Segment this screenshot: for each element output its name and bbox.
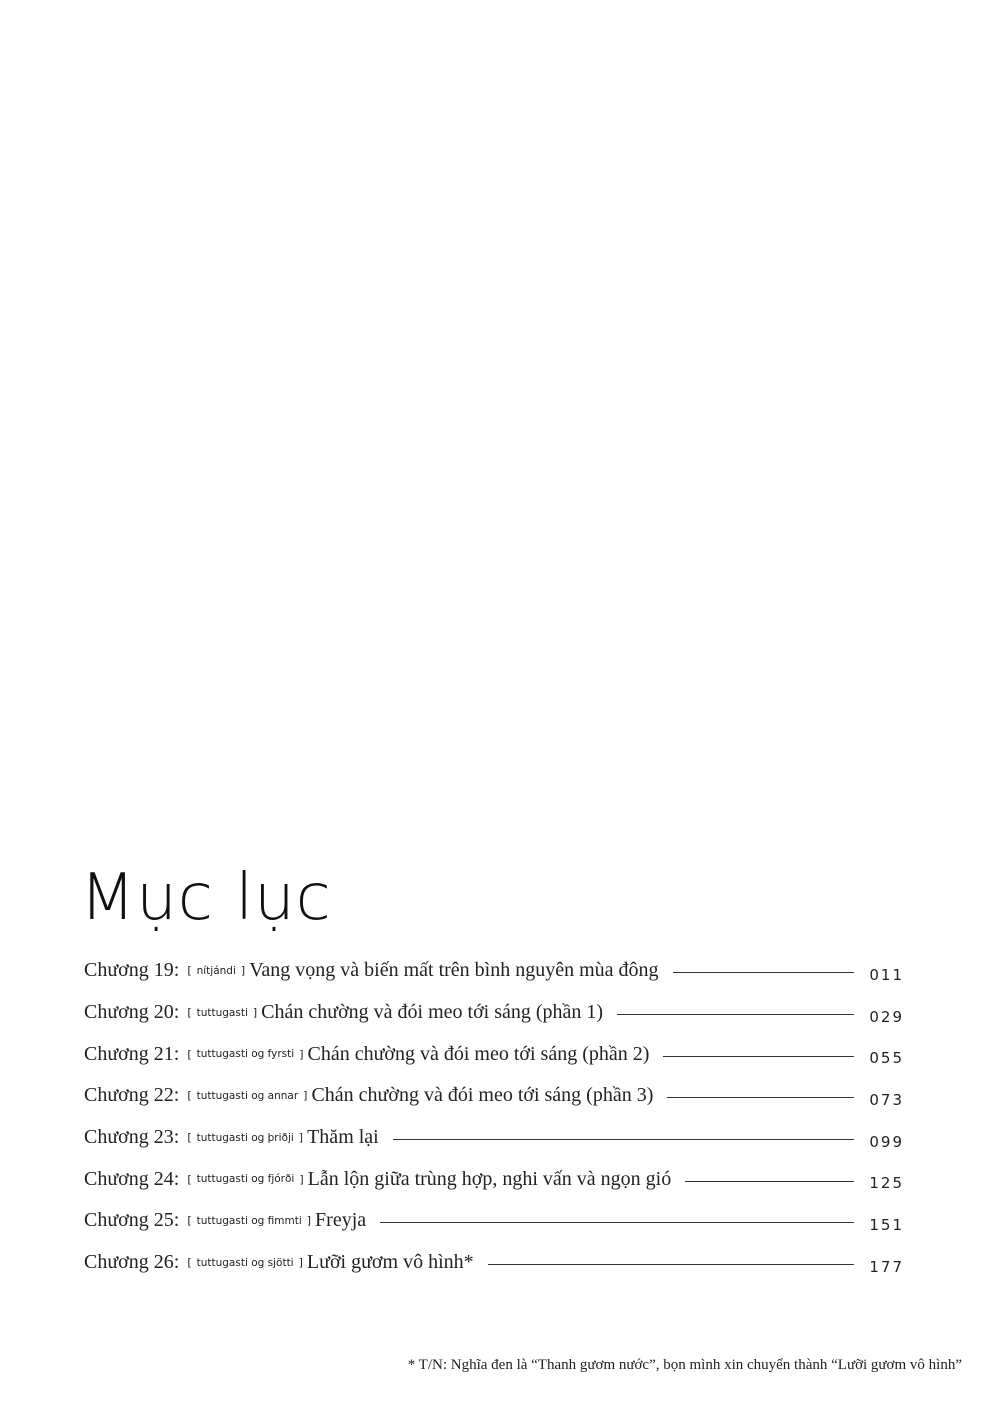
chapter-label: Chương 26:	[84, 1251, 180, 1274]
chapter-number-word	[187, 1173, 303, 1186]
toc-entry	[84, 1117, 904, 1159]
bracket-close: ]	[252, 1006, 258, 1020]
number-word: tuttugasti og annar	[196, 1089, 299, 1102]
toc-entry	[84, 1158, 904, 1200]
leader-line	[667, 1097, 854, 1098]
number-word: nítjándi	[196, 964, 236, 977]
number-word: tuttugasti og sjötti	[196, 1256, 294, 1269]
chapter-number-word	[187, 1214, 311, 1227]
bracket-close: ]	[298, 1256, 303, 1270]
chapter-label: Chương 21:	[84, 1042, 180, 1065]
chapter-number-word	[187, 1089, 307, 1102]
chapter-number-word	[187, 964, 245, 977]
bracket-open: [	[187, 1214, 192, 1228]
leader-line	[685, 1181, 854, 1182]
chapter-label: Chương 24:	[84, 1167, 180, 1190]
number-word: tuttugasti og fjórði	[196, 1173, 295, 1186]
toc-entry	[84, 992, 904, 1034]
toc-entry	[84, 1200, 904, 1242]
chapter-label: Chương 25:	[84, 1209, 180, 1232]
chapter-title: Lẫn lộn giữa trùng hợp, nghi vấn và ngọn gió	[307, 1167, 672, 1190]
page-number: 055	[869, 1049, 904, 1068]
bracket-close: ]	[298, 1131, 304, 1145]
toc-list	[84, 950, 904, 1284]
bracket-open: [	[187, 1006, 192, 1020]
number-word: tuttugasti og fyrsti	[196, 1048, 295, 1061]
toc-entry	[84, 950, 904, 992]
toc-entry	[84, 1075, 904, 1117]
chapter-title: Thăm lại	[307, 1126, 379, 1149]
bracket-close: ]	[299, 1172, 304, 1186]
page-number: 011	[869, 965, 904, 984]
leader-line	[393, 1139, 854, 1140]
bracket-close: ]	[306, 1214, 312, 1228]
chapter-number-word	[187, 1131, 303, 1144]
number-word: tuttugasti og þriðji	[196, 1131, 294, 1144]
bracket-open: [	[187, 1089, 192, 1103]
chapter-number-word	[187, 1006, 257, 1019]
chapter-label: Chương 20:	[84, 1001, 180, 1024]
bracket-open: [	[187, 1047, 192, 1061]
bracket-close: ]	[299, 1047, 304, 1061]
chapter-number-word	[187, 1048, 303, 1061]
bracket-open: [	[187, 964, 192, 978]
leader-line	[617, 1014, 854, 1015]
chapter-title: Chán chường và đói meo tới sáng (phần 3)	[311, 1084, 654, 1107]
chapter-number-word	[187, 1256, 303, 1269]
leader-line	[488, 1264, 854, 1265]
number-word: tuttugasti og fimmti	[196, 1214, 302, 1227]
chapter-title: Vang vọng và biến mất trên bình nguyên mùa đông	[249, 959, 659, 982]
number-word: tuttugasti	[196, 1006, 248, 1019]
toc-entry	[84, 1242, 904, 1284]
chapter-label: Chương 19:	[84, 959, 180, 982]
bracket-open: [	[187, 1172, 192, 1186]
leader-line	[673, 972, 854, 973]
chapter-label: Chương 22:	[84, 1084, 180, 1107]
page-number: 073	[869, 1090, 904, 1109]
chapter-title: Chán chường và đói meo tới sáng (phần 1)	[261, 1001, 604, 1024]
chapter-label: Chương 23:	[84, 1126, 180, 1149]
page-number: 177	[869, 1257, 904, 1276]
leader-line	[663, 1056, 854, 1057]
bracket-close: ]	[240, 964, 246, 978]
page-number: 151	[869, 1215, 904, 1234]
leader-line	[380, 1222, 854, 1223]
page-number: 125	[869, 1174, 904, 1193]
toc-entry	[84, 1033, 904, 1075]
bracket-open: [	[187, 1256, 192, 1270]
bracket-open: [	[187, 1131, 192, 1145]
page-number: 099	[869, 1132, 904, 1151]
chapter-title: Freyja	[315, 1209, 367, 1232]
chapter-title: Chán chường và đói meo tới sáng (phần 2)	[307, 1042, 650, 1065]
translator-footnote: * T/N: Nghĩa đen là “Thanh gươm nước”, bọn mình xin chuyển thành “Lưỡi gươm vô hình”	[407, 1357, 962, 1373]
page-title: Mục lục	[80, 861, 332, 935]
chapter-title: Lưỡi gươm vô hình*	[306, 1251, 474, 1274]
bracket-close: ]	[303, 1089, 308, 1103]
page-number: 029	[869, 1007, 904, 1026]
